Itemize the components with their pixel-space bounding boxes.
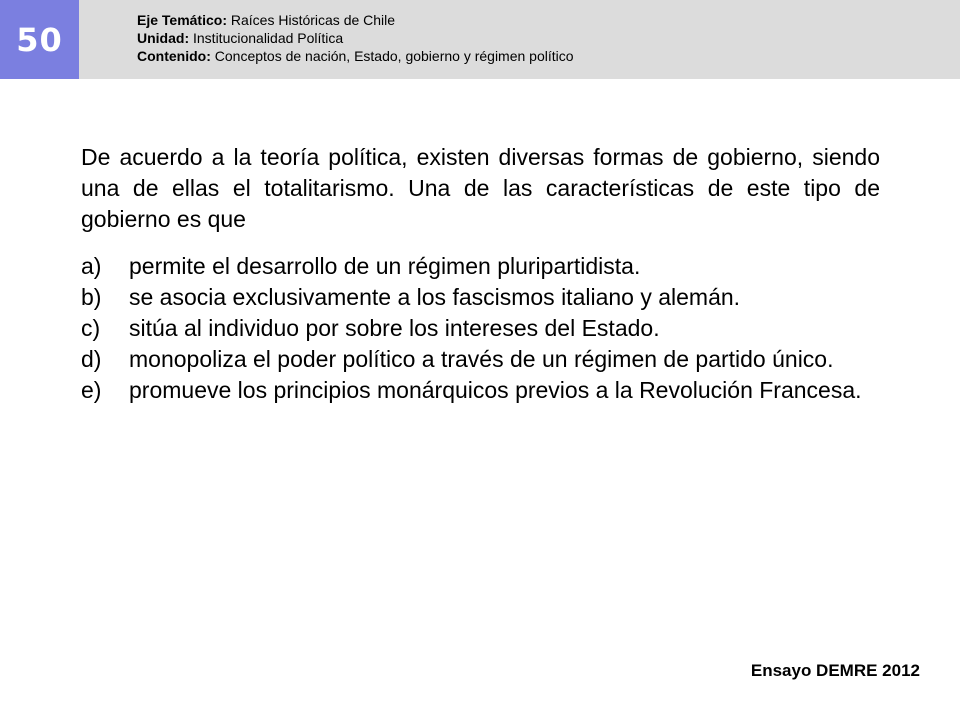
option-text: promueve los principios monárquicos previos a la Revolución Francesa.: [129, 377, 862, 403]
option-d[interactable]: [81, 344, 880, 375]
option-letter: b): [81, 284, 102, 310]
contenido-line: [137, 47, 574, 65]
question-number-badge: [0, 0, 79, 79]
unidad-label: Unidad:: [137, 30, 190, 46]
contenido-value: Conceptos de nación, Estado, gobierno y régimen político: [214, 48, 574, 64]
unidad-line: [137, 29, 574, 47]
option-b[interactable]: [81, 282, 880, 313]
eje-tematico-value: Raíces Históricas de Chile: [230, 12, 396, 28]
question-block: [81, 142, 880, 406]
option-letter: d): [81, 346, 102, 372]
question-number: 50: [16, 20, 63, 59]
option-text: se asocia exclusivamente a los fascismos italiano y alemán.: [129, 284, 741, 310]
option-e[interactable]: [81, 375, 880, 406]
option-text: sitúa al individuo por sobre los intereses del Estado.: [129, 315, 660, 341]
header-info: [137, 11, 574, 65]
option-letter: a): [81, 253, 102, 279]
question-text: De acuerdo a la teoría política, existen diversas formas de gobierno, siendo una de ellas el totalitarismo. Una de las características de este tipo de gobierno es que: [81, 144, 880, 232]
option-text: monopoliza el poder político a través de un régimen de partido único.: [129, 346, 834, 372]
option-a[interactable]: [81, 251, 880, 282]
source-credit: Ensayo DEMRE 2012: [750, 661, 920, 680]
option-letter: c): [81, 315, 101, 341]
unidad-value: Institucionalidad Política: [193, 30, 344, 46]
answer-options: [81, 251, 880, 406]
option-text: permite el desarrollo de un régimen pluripartidista.: [129, 253, 641, 279]
option-letter: e): [81, 377, 102, 403]
eje-tematico-line: [137, 11, 574, 29]
eje-tematico-label: Eje Temático:: [137, 12, 227, 28]
contenido-label: Contenido:: [137, 48, 211, 64]
option-c[interactable]: [81, 313, 880, 344]
